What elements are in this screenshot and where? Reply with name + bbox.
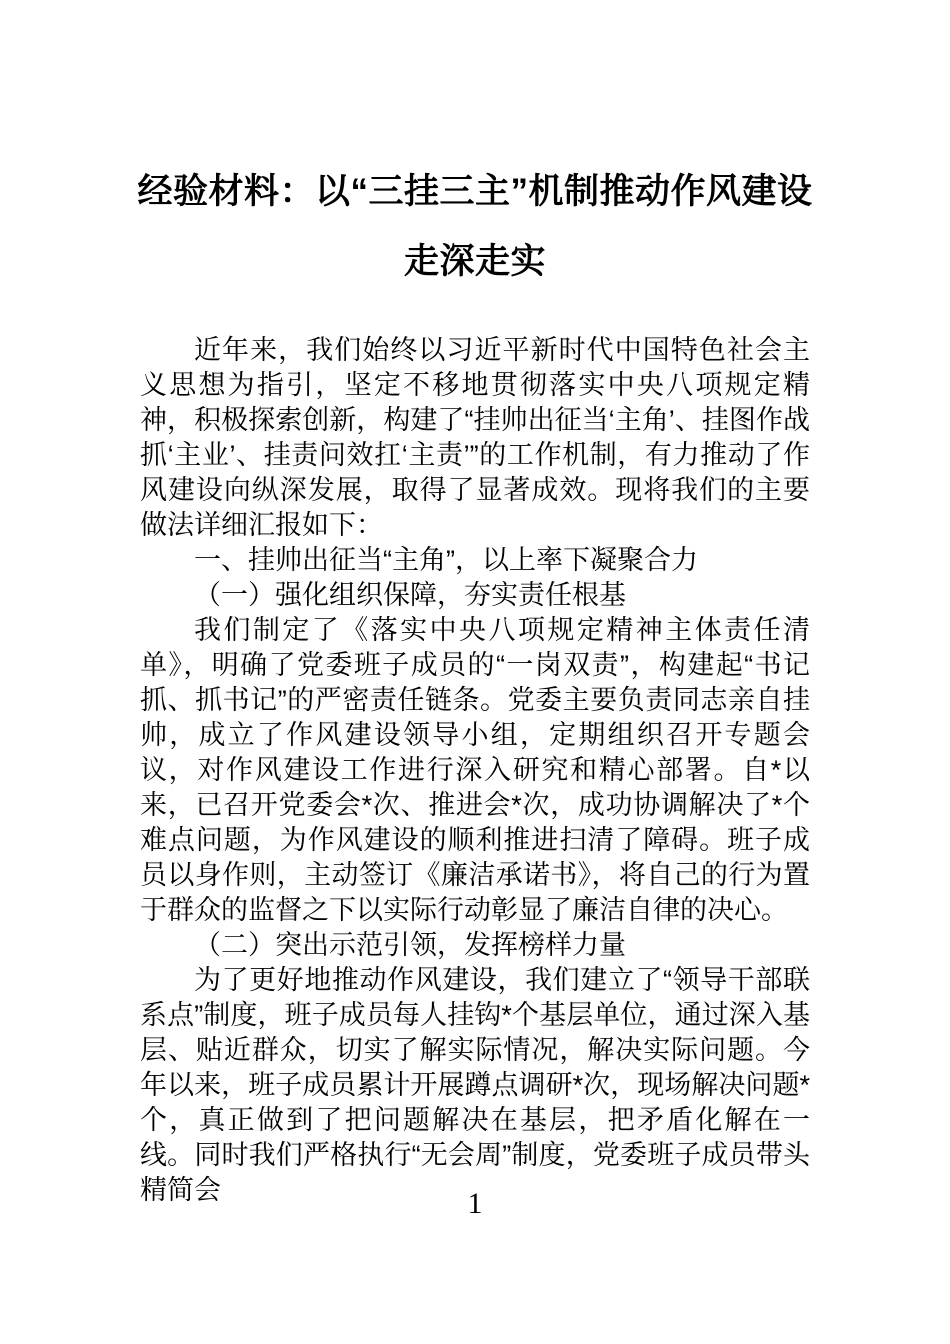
page-number: 1 — [467, 1187, 483, 1220]
subsection-heading: （一）强化组织保障，夯实责任根基 — [194, 580, 626, 610]
document-title: 经验材料：以“三挂三主”机制推动作风建设走深走实 — [137, 172, 813, 281]
subsection-heading: （二）突出示范引领，发挥榜样力量 — [194, 930, 626, 960]
page-footer — [0, 1186, 950, 1222]
document-body — [140, 333, 810, 1208]
paragraph: 近年来，我们始终以习近平新时代中国特色社会主义思想为指引，坚定不移地贯彻落实中央八项规定精神，积极探索创新，构建了“挂帅出征当‘主角’、挂图作战抓‘主业’、挂责问效扛‘主责’”的工作机制，有力推动了作风建设向纵深发展，取得了显著成效。现将我们的主要做法详细汇报如下： — [140, 335, 810, 540]
paragraph: 为了更好地推动作风建设，我们建立了“领导干部联系点”制度，班子成员每人挂钩*个基层单位，通过深入基层、贴近群众，切实了解实际情况，解决实际问题。今年以来，班子成员累计开展蹲点调研*次，现场解决问题*个，真正做到了把问题解决在基层，把矛盾化解在一线。同时我们严格执行“无会周”制度，党委班子成员带头精简会 — [140, 965, 810, 1205]
section-heading: 一、挂帅出征当“主角”，以上率下凝聚合力 — [194, 545, 698, 575]
paragraph: 我们制定了《落实中央八项规定精神主体责任清单》，明确了党委班子成员的“一岗双责”，构建起“书记抓、抓书记”的严密责任链条。党委主要负责同志亲自挂帅，成立了作风建设领导小组，定期组织召开专题会议，对作风建设工作进行深入研究和精心部署。自*以来，已召开党委会*次、推进会*次，成功协调解决了*个难点问题，为作风建设的顺利推进扫清了障碍。班子成员以身作则，主动签订《廉洁承诺书》，将自己的行为置于群众的监督之下以实际行动彰显了廉洁自律的决心。 — [140, 615, 810, 925]
